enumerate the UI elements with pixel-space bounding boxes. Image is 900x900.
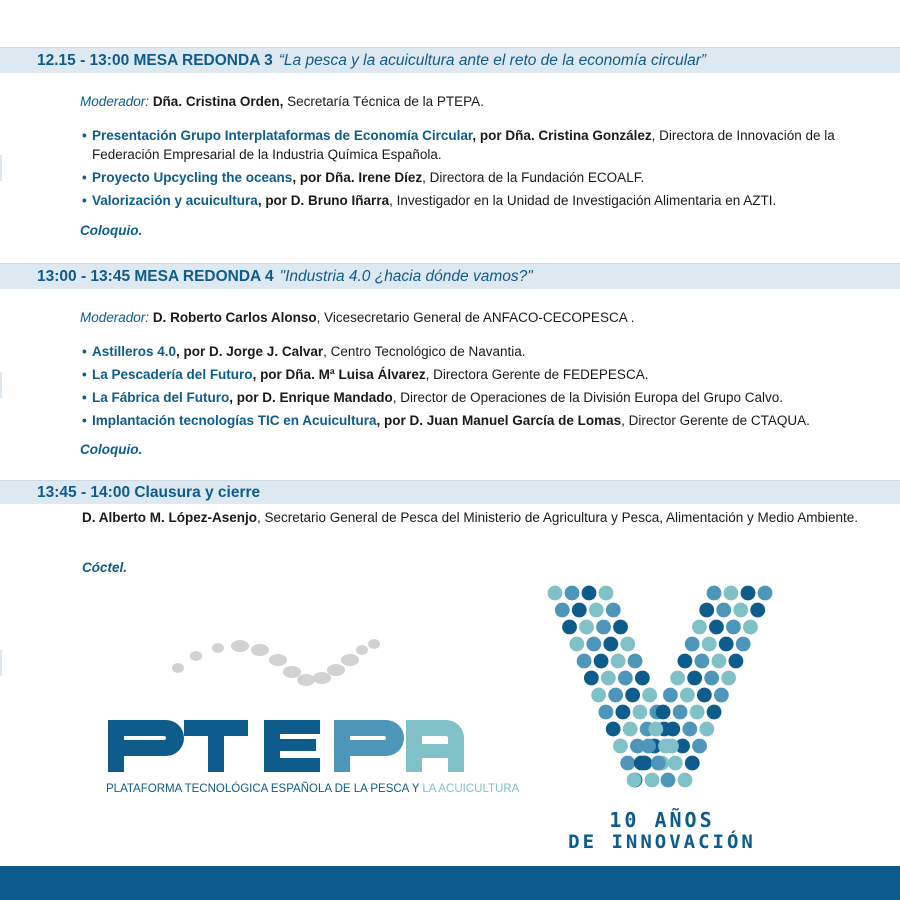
x-dot	[699, 603, 714, 618]
x-dot	[678, 654, 693, 669]
x-dot	[680, 688, 695, 703]
x-dot	[579, 620, 594, 635]
x-dot	[620, 756, 635, 771]
coloquio-label: Coloquio.	[80, 442, 143, 457]
x-dot	[633, 705, 648, 720]
x-dot	[634, 756, 649, 771]
arc-dot	[327, 664, 345, 676]
x-dot	[664, 739, 679, 754]
x-dot	[572, 603, 587, 618]
arc-dot	[283, 666, 301, 678]
moderator-label: Moderador:	[80, 94, 150, 109]
x-dot	[608, 688, 623, 703]
x-dot	[673, 705, 688, 720]
x-dot	[642, 688, 657, 703]
coloquio-label: Coloquio.	[80, 223, 143, 238]
x-dot	[743, 620, 758, 635]
edge-mark	[0, 650, 2, 676]
list-item: • Implantación tecnologías TIC en Acuicultura, por D. Juan Manuel García de Lomas, Director Gerente de CTAQUA.	[80, 411, 870, 430]
x-dot	[555, 603, 570, 618]
x-dot	[702, 637, 717, 652]
session-items-mesa-3	[80, 126, 870, 214]
ptepa-logo	[100, 630, 480, 790]
x-dot	[709, 620, 724, 635]
closure-speaker-block	[82, 508, 872, 527]
list-item: • Astilleros 4.0, por D. Jorge J. Calvar, Centro Tecnológico de Navantia.	[80, 342, 870, 361]
x-dot	[623, 722, 638, 737]
ptepa-wordmark	[108, 720, 464, 772]
x-dot	[645, 773, 660, 788]
session-title: “La pesca y la acuicultura ante el reto de la economía circular”	[278, 52, 707, 69]
x-dot	[741, 586, 756, 601]
arc-dot	[313, 672, 331, 684]
x-dot	[724, 586, 739, 601]
list-item: • La Fábrica del Futuro, por D. Enrique Mandado, Director de Operaciones de la División Europa del Grupo Calvo.	[80, 388, 870, 407]
x-dot	[699, 722, 714, 737]
edge-mark	[0, 155, 2, 181]
session-header-mesa-4	[0, 263, 900, 289]
x-dot	[620, 637, 635, 652]
session-time: 13:45 - 14:00 Clausura y cierre	[37, 484, 261, 501]
moderator-label: Moderador:	[80, 310, 150, 325]
arc-dot	[172, 663, 184, 673]
coctel-label: Cóctel.	[82, 560, 128, 575]
x-dot	[690, 705, 705, 720]
x-dot	[682, 722, 697, 737]
arc-dot	[251, 644, 269, 656]
x-dot	[692, 739, 707, 754]
x-dot	[692, 620, 707, 635]
x-dot	[716, 603, 731, 618]
x-dot	[577, 654, 592, 669]
x-dot	[678, 773, 693, 788]
closure-speaker: D. Alberto M. López-Asenjo	[82, 510, 257, 525]
arc-dot	[231, 640, 249, 652]
arc-dot	[356, 645, 368, 655]
session-title: "Industria 4.0 ¿hacia dónde vamos?"	[279, 268, 533, 285]
x-dot	[712, 654, 727, 669]
x-dot	[635, 671, 650, 686]
arc-dot	[341, 654, 359, 666]
list-item: • Proyecto Upcycling the oceans, por Dña. Irene Díez, Directora de la Fundación ECOALF.	[80, 168, 870, 187]
x-dot	[562, 620, 577, 635]
moderator-line	[80, 310, 634, 325]
x-dot	[697, 688, 712, 703]
x-dot	[651, 756, 666, 771]
moderator-name: D. Roberto Carlos Alonso	[152, 310, 317, 325]
x-dot	[687, 671, 702, 686]
list-item: • Presentación Grupo Interplataformas de Economía Circular, por Dña. Cristina González, Directora de Innovación de la Federación Empresarial de la Industria Química Española.	[80, 126, 870, 164]
anniversary-line-1: 10 AÑOS	[609, 808, 715, 832]
x-dot	[582, 586, 597, 601]
x-dot	[758, 586, 773, 601]
x-dot	[648, 722, 663, 737]
x-dot	[726, 620, 741, 635]
x-dot	[569, 637, 584, 652]
x-dot	[618, 671, 633, 686]
arc-dot	[212, 643, 224, 653]
ptepa-dot-arc	[172, 639, 380, 686]
x-dot	[704, 671, 719, 686]
arc-dot	[297, 674, 315, 686]
x-dot	[707, 705, 722, 720]
x-dot	[714, 688, 729, 703]
x-dot	[685, 756, 700, 771]
anniversary-x-logo	[545, 583, 785, 813]
footer-bar	[0, 866, 900, 900]
arc-dot	[368, 639, 380, 649]
x-dot	[661, 773, 676, 788]
x-dot	[586, 637, 601, 652]
x-dot	[584, 671, 599, 686]
moderator-name: Dña. Cristina Orden,	[152, 94, 284, 109]
list-item: • La Pescadería del Futuro, por Dña. Mª Luisa Álvarez, Directora Gerente de FEDEPESCA.	[80, 365, 870, 384]
x-dot	[565, 586, 580, 601]
x-dot	[695, 654, 710, 669]
x-dot	[656, 705, 671, 720]
x-dot	[719, 637, 734, 652]
x-dot	[613, 739, 628, 754]
x-dot	[601, 671, 616, 686]
closure-role: , Secretario General de Pesca del Ministerio de Agricultura y Pesca, Alimentación y Medio Ambiente.	[257, 510, 859, 525]
x-dot	[736, 637, 751, 652]
x-dot	[616, 705, 631, 720]
x-dot	[733, 603, 748, 618]
arc-dot	[269, 654, 287, 666]
x-dot	[628, 654, 643, 669]
moderator-line	[80, 94, 484, 109]
edge-mark	[0, 372, 2, 398]
session-time: 12.15 - 13:00 MESA REDONDA 3	[37, 52, 273, 69]
x-dot	[750, 603, 765, 618]
x-dot	[641, 739, 656, 754]
x-dot	[685, 637, 700, 652]
session-items-mesa-4	[80, 342, 870, 434]
session-header-clausura	[0, 480, 900, 504]
x-dot	[721, 671, 736, 686]
session-time: 13:00 - 13:45 MESA REDONDA 4	[37, 268, 274, 285]
moderator-role: , Vicesecretario General de ANFACO-CECOPESCA .	[316, 310, 635, 325]
ptepa-subtitle: PLATAFORMA TECNOLÓGICA ESPAÑOLA DE LA PESCA Y LA ACUICULTURA	[106, 783, 520, 795]
x-dot	[606, 722, 621, 737]
moderator-role: Secretaría Técnica de la PTEPA.	[283, 94, 484, 109]
x-dot	[625, 688, 640, 703]
x-dot	[729, 654, 744, 669]
anniversary-line-2: DE INNOVACIÓN	[568, 831, 756, 853]
x-dot	[589, 603, 604, 618]
x-dot	[606, 603, 621, 618]
x-dot	[548, 586, 563, 601]
x-dot	[611, 654, 626, 669]
x-dot	[627, 773, 642, 788]
x-dot	[663, 688, 678, 703]
x-dot	[613, 620, 628, 635]
x-dot	[668, 756, 683, 771]
x-dot	[594, 654, 609, 669]
x-dot	[599, 705, 614, 720]
x-dot	[603, 637, 618, 652]
x-dot	[599, 586, 614, 601]
list-item: • Valorización y acuicultura, por D. Bruno Iñarra, Investigador en la Unidad de Investigación Alimentaria en AZTI.	[80, 191, 870, 210]
x-dot	[707, 586, 722, 601]
x-dot	[596, 620, 611, 635]
session-header-mesa-3	[0, 47, 900, 73]
x-dot	[670, 671, 685, 686]
arc-dot	[190, 651, 202, 661]
x-dot	[591, 688, 606, 703]
